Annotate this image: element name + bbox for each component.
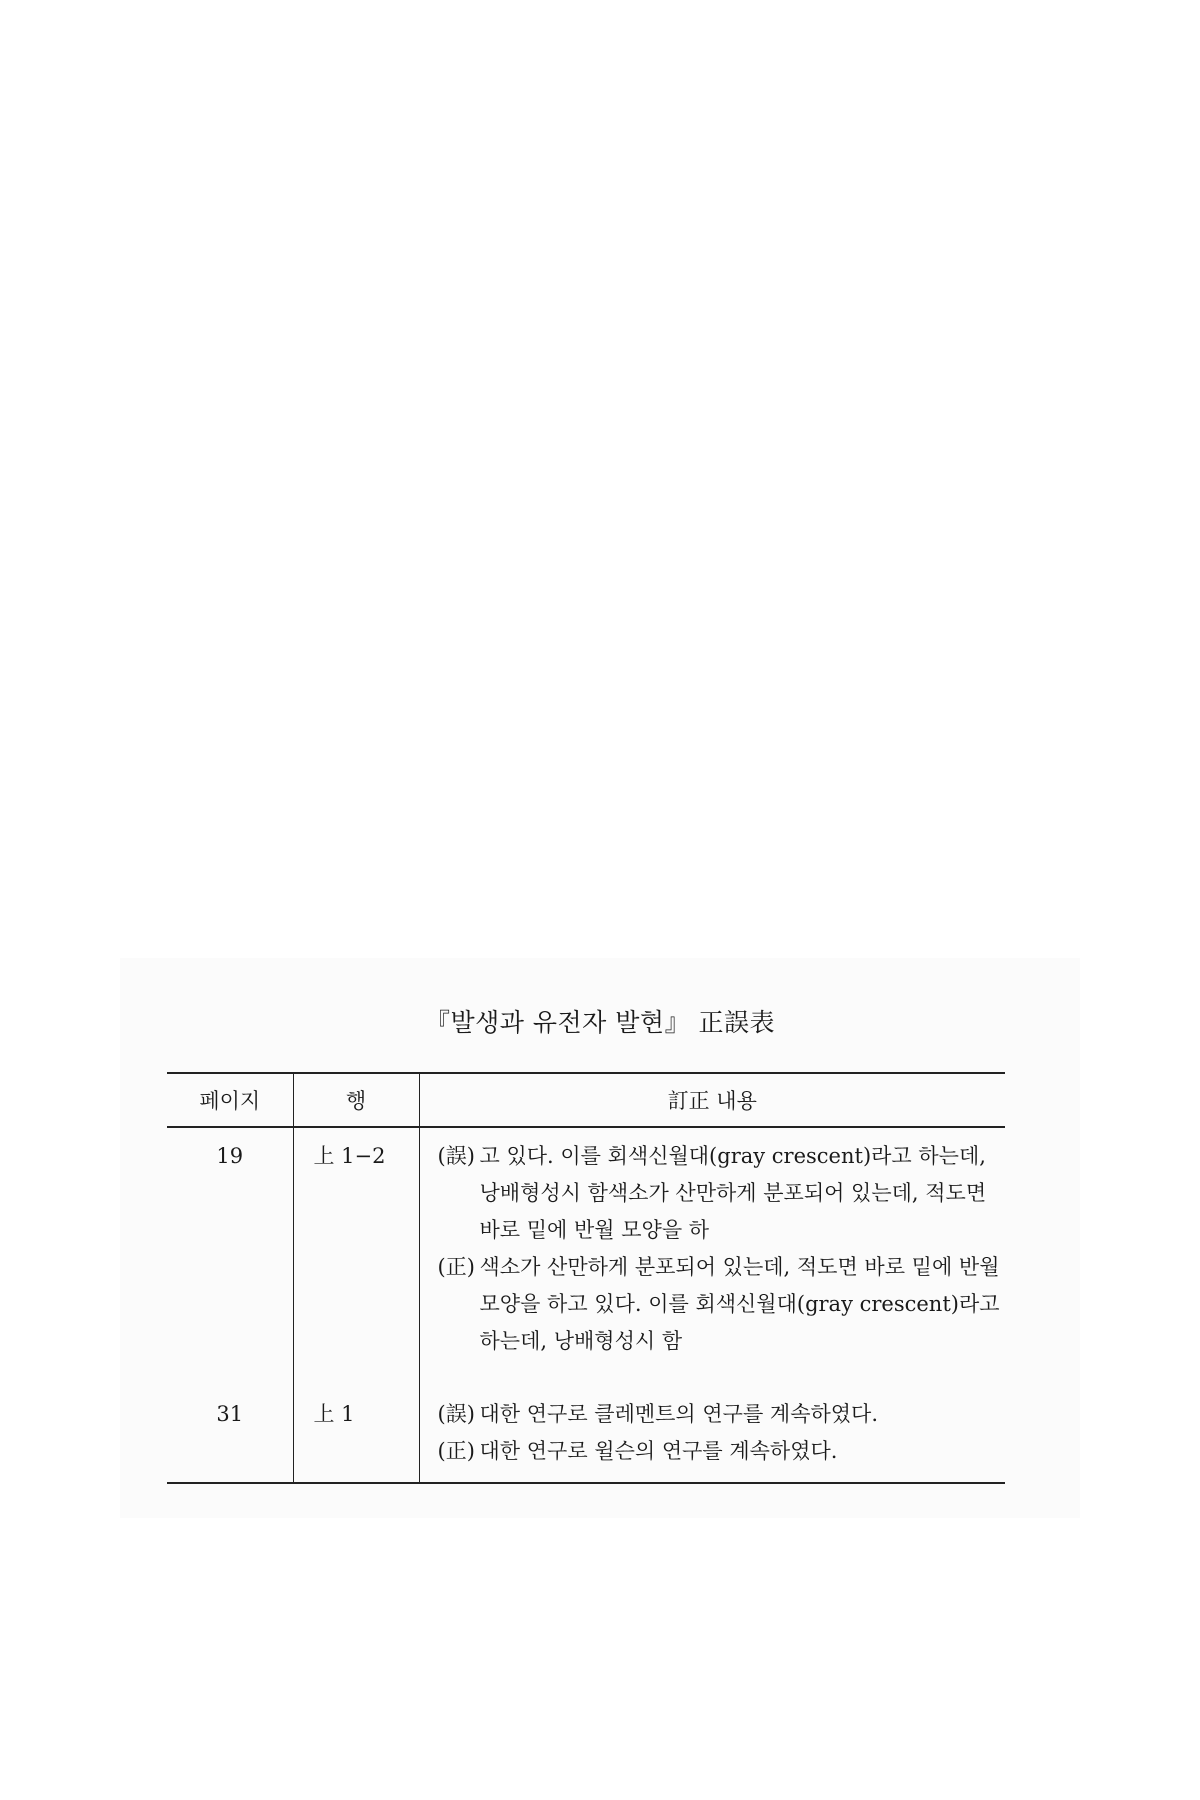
correct-text: 대한 연구로 윌슨의 연구를 계속하였다. <box>479 1439 838 1463</box>
error-tag: (誤) <box>437 1144 475 1168</box>
correction-content <box>419 1127 1005 1390</box>
errata-table <box>167 1072 1005 1484</box>
error-tag: (誤) <box>437 1402 475 1426</box>
error-text: 고 있다. 이를 회색신월대(gray crescent)라고 하는데, 낭배형성시 함색소가 산만하게 분포되어 있는데, 적도면 바로 밑에 반월 모양을 하 <box>479 1144 987 1242</box>
error-text: 대한 연구로 클레멘트의 연구를 계속하였다. <box>479 1402 879 1426</box>
table-header-row <box>167 1073 1005 1127</box>
page-number: 31 <box>167 1390 293 1483</box>
errata-title: 『발생과 유전자 발현』 正誤表 <box>424 1008 776 1037</box>
correct-tag: (正) <box>437 1439 475 1463</box>
table-row <box>167 1127 1005 1390</box>
line-reference: 上 1 <box>293 1390 419 1483</box>
correct-entry <box>438 1433 1006 1470</box>
line-reference: 上 1−2 <box>293 1127 419 1390</box>
page-number: 19 <box>216 1144 244 1168</box>
header-content: 訂正 내용 <box>419 1073 1005 1127</box>
header-page: 페이지 <box>167 1073 293 1127</box>
correct-text: 색소가 산만하게 분포되어 있는데, 적도면 바로 밑에 반월 모양을 하고 있다. 이를 회색신월대(gray crescent)라고 하는데, 낭배형성시 함 <box>479 1255 1000 1353</box>
correct-entry <box>438 1249 1006 1360</box>
error-entry <box>438 1138 1006 1249</box>
correct-tag: (正) <box>437 1255 475 1279</box>
correction-content <box>419 1390 1005 1483</box>
error-entry <box>438 1396 1006 1433</box>
table-row <box>167 1390 1005 1483</box>
header-line: 행 <box>293 1073 419 1127</box>
